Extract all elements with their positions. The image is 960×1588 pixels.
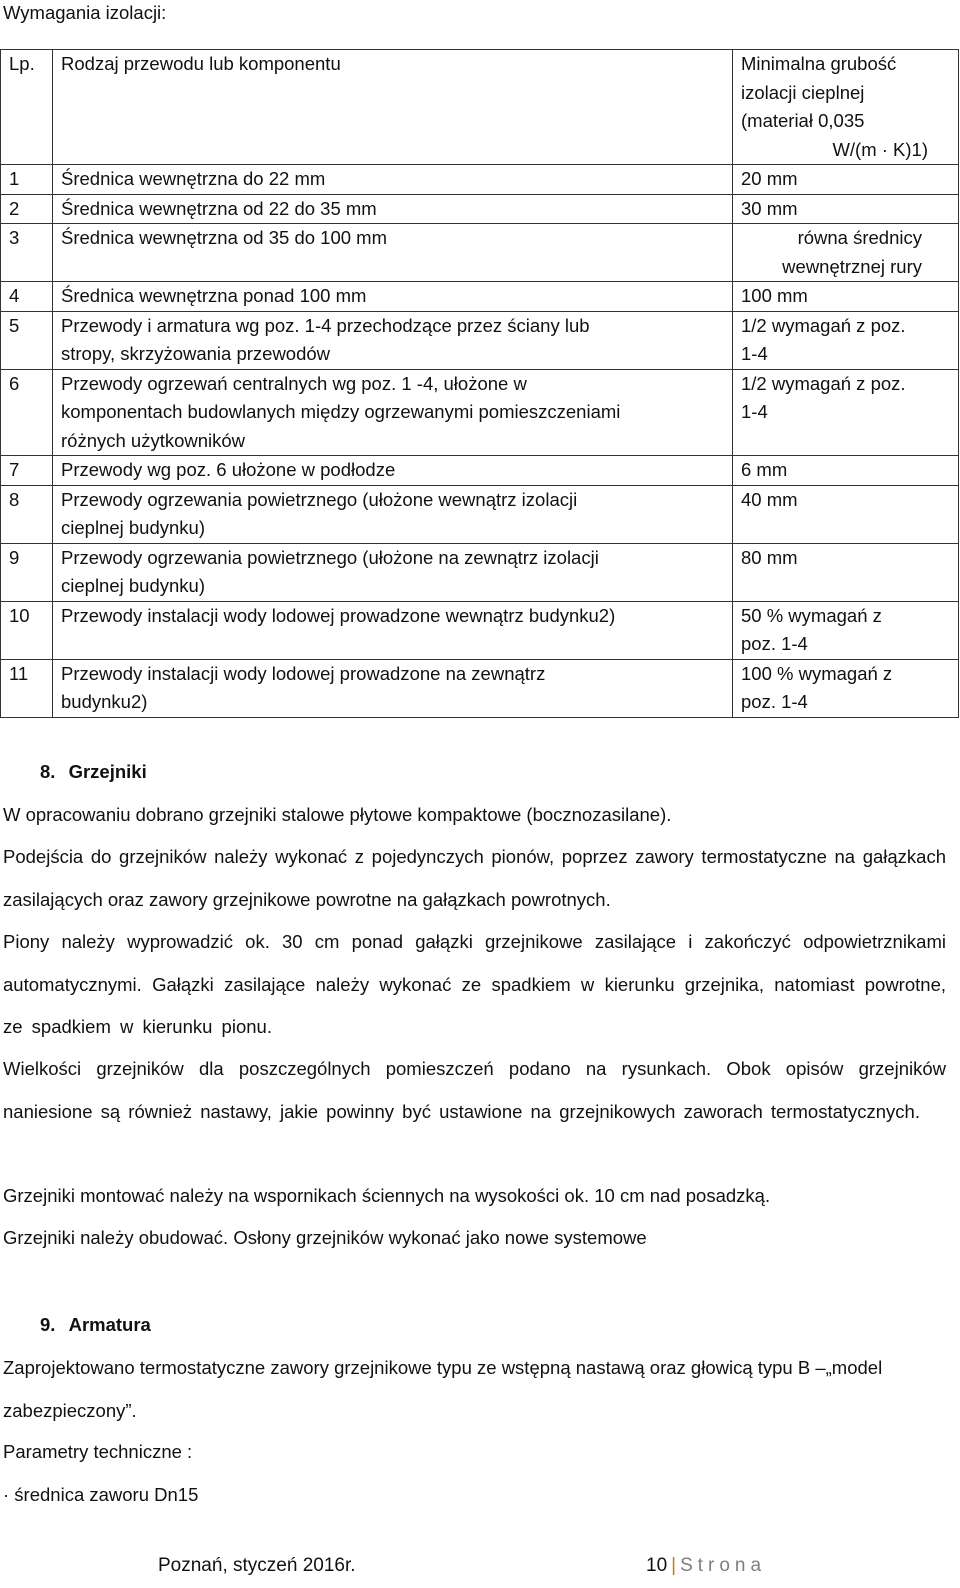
- table-row: [1, 601, 959, 659]
- insulation-requirements-table: [0, 49, 959, 718]
- footer-page-word: Strona: [680, 1555, 767, 1576]
- row-type: [53, 659, 733, 717]
- row-lp: 6: [1, 369, 53, 456]
- table-row: [1, 311, 959, 369]
- section-8-paragraph-4: Wielkości grzejników dla poszczególnych pomieszczeń podano na rysunkach. Obok opisów grzejników naniesione są również nastawy, jakie powinny być ustawione na grzejnikowych zaworach termostatycznych.: [3, 1058, 946, 1122]
- row-type-line: Średnica wewnętrzna od 35 do 100 mm: [61, 227, 387, 248]
- row-type-line: Średnica wewnętrzna od 22 do 35 mm: [61, 197, 377, 219]
- footer-page-info: [646, 1555, 766, 1577]
- row-type-line: Przewody ogrzewania powietrznego (ułożone wewnątrz izolacji: [61, 488, 578, 510]
- row-type: [53, 165, 733, 195]
- header-thickness-line: izolacji cieplnej: [741, 81, 865, 103]
- section-9-paragraph-3: · średnica zaworu Dn15: [3, 1484, 199, 1505]
- row-value-line: wewnętrznej rury: [782, 255, 922, 277]
- row-type-line: komponentach budowlanych między ogrzewanymi pomieszczeniami: [61, 401, 621, 422]
- row-type-line: Przewody wg poz. 6 ułożone w podłodze: [61, 459, 396, 480]
- table-row: [1, 456, 959, 486]
- row-value-line: poz. 1-4: [741, 691, 808, 712]
- row-type-line: Przewody instalacji wody lodowej prowadzone wewnątrz budynku2): [61, 604, 616, 626]
- row-type-line: Średnica wewnętrzna do 22 mm: [61, 168, 326, 189]
- row-value: [733, 282, 959, 312]
- row-value-line: 1-4: [741, 401, 768, 422]
- row-value-line: 30 mm: [741, 197, 798, 219]
- table-row: [1, 282, 959, 312]
- row-type: [53, 311, 733, 369]
- row-type: [53, 194, 733, 224]
- row-value-line: 80 mm: [741, 546, 798, 568]
- row-type-line: cieplnej budynku): [61, 517, 205, 538]
- row-type-line: budynku2): [61, 691, 148, 712]
- row-lp: 2: [1, 194, 53, 224]
- header-thickness-line: Minimalna grubość: [741, 53, 897, 74]
- row-value: [733, 194, 959, 224]
- section-8-heading: [40, 761, 147, 783]
- section-8-number: 8.: [40, 761, 56, 782]
- row-value: [733, 659, 959, 717]
- row-type-line: Przewody ogrzewań centralnych wg poz. 1 -4, ułożone w: [61, 372, 527, 394]
- row-lp: 4: [1, 282, 53, 312]
- header-thickness-line: W/(m · K)1): [832, 138, 928, 160]
- row-value: [733, 311, 959, 369]
- row-type: [53, 601, 733, 659]
- table-row: [1, 543, 959, 601]
- section-8-paragraph-3: Piony należy wyprowadzić ok. 30 cm ponad gałązki grzejnikowe zasilające i zakończyć odpowietrznikami automatycznymi. Gałązki zasilające należy wykonać ze spadkiem w kierunku grzejnika, natomiast powrotne, ze spadkiem w kierunku pionu.: [3, 931, 946, 1037]
- row-type-line: różnych użytkowników: [61, 429, 246, 451]
- table-header-row: [1, 50, 959, 165]
- section-9-title: Armatura: [68, 1314, 151, 1335]
- row-value-line: poz. 1-4: [741, 633, 808, 654]
- row-value-line: 50 % wymagań z: [741, 604, 882, 626]
- header-thickness: [733, 50, 959, 165]
- row-type-line: Przewody ogrzewania powietrznego (ułożone na zewnątrz izolacji: [61, 546, 599, 568]
- table-row: [1, 165, 959, 195]
- row-type-line: stropy, skrzyżowania przewodów: [61, 343, 331, 364]
- header-lp: Lp.: [1, 50, 53, 165]
- row-value: [733, 601, 959, 659]
- row-lp: 3: [1, 224, 53, 282]
- section-8-paragraph-1: W opracowaniu dobrano grzejniki stalowe płytowe kompaktowe (bocznozasilane).: [3, 804, 672, 825]
- row-type: [53, 456, 733, 486]
- section-9-number: 9.: [40, 1314, 56, 1335]
- row-value-line: 1-4: [741, 343, 768, 364]
- row-type-line: Przewody instalacji wody lodowej prowadzone na zewnątrz: [61, 662, 546, 684]
- row-lp: 7: [1, 456, 53, 486]
- table-row: [1, 369, 959, 456]
- row-type-line: cieplnej budynku): [61, 575, 205, 596]
- row-value: [733, 543, 959, 601]
- row-type-line: Średnica wewnętrzna ponad 100 mm: [61, 285, 367, 306]
- row-lp: 8: [1, 485, 53, 543]
- row-lp: 10: [1, 601, 53, 659]
- section-9-paragraph-1: Zaprojektowano termostatyczne zawory grzejnikowe typu ze wstępną nastawą oraz głowicą typu B –„model zabezpieczony”.: [3, 1357, 883, 1421]
- row-value-line: 40 mm: [741, 488, 798, 510]
- table-row: [1, 224, 959, 282]
- row-type: [53, 282, 733, 312]
- header-type: Rodzaj przewodu lub komponentu: [53, 50, 733, 165]
- row-value: [733, 369, 959, 456]
- row-type: [53, 543, 733, 601]
- row-value: [733, 456, 959, 486]
- row-lp: 9: [1, 543, 53, 601]
- row-type: [53, 369, 733, 456]
- table-row: [1, 194, 959, 224]
- section-8-paragraph-6: Grzejniki należy obudować. Osłony grzejników wykonać jako nowe systemowe: [3, 1227, 647, 1248]
- footer-separator: |: [671, 1555, 677, 1576]
- row-lp: 11: [1, 659, 53, 717]
- row-type-line: Przewody i armatura wg poz. 1-4 przechodzące przez ściany lub: [61, 314, 590, 336]
- row-lp: 1: [1, 165, 53, 195]
- footer-place-date: Poznań, styczeń 2016r.: [158, 1555, 356, 1576]
- row-value-line: równa średnicy: [797, 227, 922, 248]
- table-row: [1, 485, 959, 543]
- row-value: [733, 224, 959, 282]
- section-8-paragraph-2: Podejścia do grzejników należy wykonać z pojedynczych pionów, poprzez zawory termostatyczne na gałązkach zasilających oraz zawory grzejnikowe powrotne na gałązkach powrotnych.: [3, 846, 946, 910]
- section-8-paragraph-5: Grzejniki montować należy na wspornikach ściennych na wysokości ok. 10 cm nad posadzką.: [3, 1185, 771, 1206]
- row-value-line: 100 mm: [741, 285, 808, 306]
- section-9-heading: [40, 1314, 151, 1336]
- row-value-line: 1/2 wymagań z poz.: [741, 372, 906, 394]
- row-value-line: 6 mm: [741, 459, 788, 480]
- row-type: [53, 485, 733, 543]
- row-type: [53, 224, 733, 282]
- table-heading: Wymagania izolacji:: [3, 2, 167, 23]
- table-row: [1, 659, 959, 717]
- section-8-title: Grzejniki: [68, 761, 147, 782]
- row-value-line: 100 % wymagań z: [741, 662, 893, 684]
- row-lp: 5: [1, 311, 53, 369]
- section-9-paragraph-2: Parametry techniczne :: [3, 1441, 193, 1462]
- footer-page-number: 10: [646, 1555, 668, 1576]
- row-value: [733, 485, 959, 543]
- header-thickness-line: (materiał 0,035: [741, 110, 865, 131]
- row-value-line: 1/2 wymagań z poz.: [741, 314, 906, 336]
- row-value-line: 20 mm: [741, 168, 798, 189]
- row-value: [733, 165, 959, 195]
